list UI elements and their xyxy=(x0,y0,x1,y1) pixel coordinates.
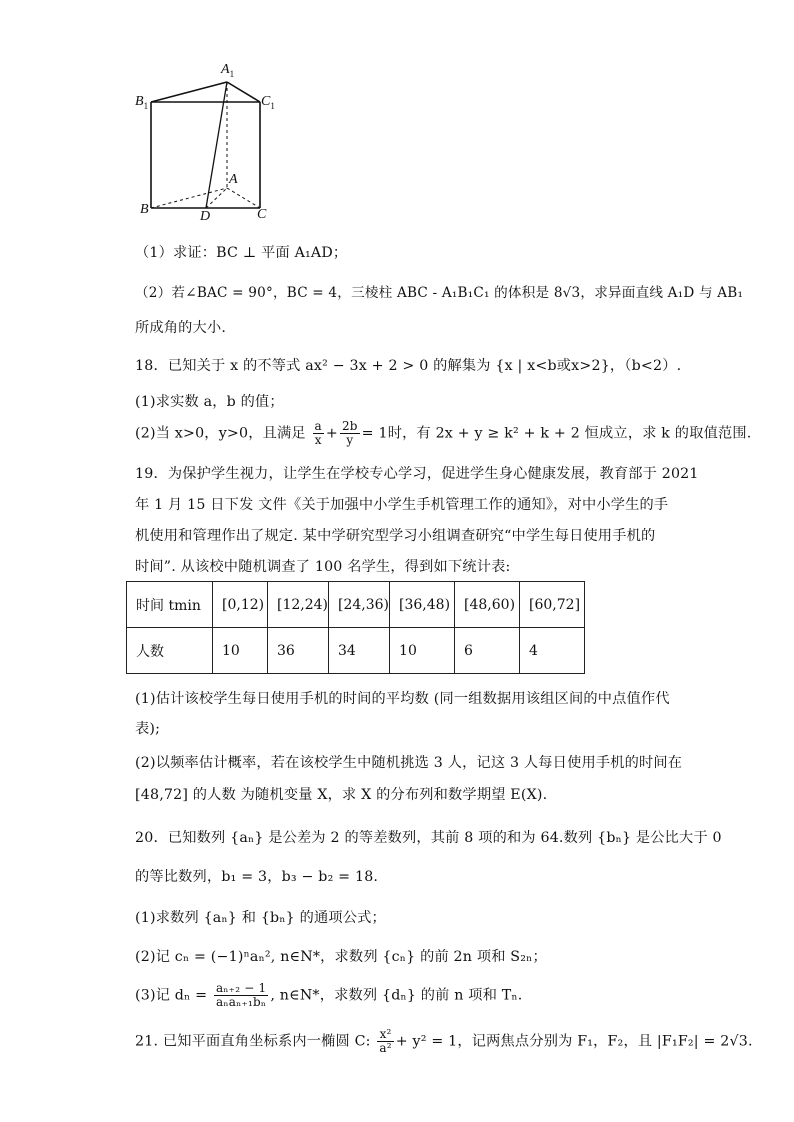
q19-line2: 年 1 月 15 日下发 文件《关于加强中小学生手机管理工作的通知》，对中小学生的手 xyxy=(135,497,669,513)
q19-line1: 19．为保护学生视力，让学生在学校专心学习，促进学生身心健康发展，教育部于 2021 xyxy=(135,466,699,482)
q20-line1: 20．已知数列 {aₙ} 是公差为 2 的等差数列，其前 8 项的和为 64.数列 {bₙ} 是公比大于 0 xyxy=(135,830,722,846)
phone-usage-table xyxy=(126,581,585,674)
fraction-a-over-x: $\frac{a}{x}$ xyxy=(314,419,322,447)
fraction-2b-over-y: $\frac{2b}{y}$ xyxy=(341,419,358,447)
table-cell: 10 xyxy=(213,628,268,674)
label-b: B xyxy=(140,202,149,217)
table-row-header xyxy=(127,582,585,628)
table-cell: 36 xyxy=(268,628,329,674)
q20-line2: 的等比数列，b₁ = 3，b₃ − b₂ = 18. xyxy=(135,869,379,885)
table-cell: 10 xyxy=(390,628,455,674)
table-cell: [36,48) xyxy=(390,582,455,628)
table-cell: [0,12) xyxy=(213,582,268,628)
q19-part2-line2: [48,72] 的人数 为随机变量 X，求 X 的分布列和数学期望 E(X). xyxy=(135,787,548,803)
q17-part2-line1: （2）若∠BAC = 90°，BC = 4，三棱柱 ABC - A₁B₁C₁ 的体积是 8√3，求异面直线 A₁D 与 AB₁ xyxy=(135,285,744,301)
label-a1: $A_1$ xyxy=(221,62,235,79)
prism-figure xyxy=(128,58,288,228)
table-cell: [48,60) xyxy=(455,582,520,628)
q21-stem: 21. 已知平面直角坐标系内一椭圆 C: $\frac{\text{x²}}{\text{a²}}$ + y² = 1，记两焦点分别为 F₁，F₂，且 |F₁F₂| = 2√3. xyxy=(135,1027,753,1055)
label-c: C xyxy=(257,207,267,222)
q18-part2: (2)当 x>0，y>0，且满足 $\frac{a}{x}$ + $\frac{2b}{y}$ = 1时，有 2x + y ≥ k² + k + 2 恒成立，求 k 的取值范围. xyxy=(135,419,752,447)
q20-part1: (1)求数列 {aₙ} 和 {bₙ} 的通项公式； xyxy=(135,910,386,926)
segment-a1-d xyxy=(206,82,227,208)
q20-part3: (3)记 dₙ = $\frac{\text{aₙ₊₂ − 1}}{\text{aₙaₙ₊₁bₙ}}$ , n∈N*，求数列 {dₙ} 的前 n 项和 Tₙ. xyxy=(135,981,523,1009)
table-cell: [12,24) xyxy=(268,582,329,628)
edge-b-a xyxy=(151,188,227,208)
table-cell: 4 xyxy=(520,628,585,674)
q18-stem: 18．已知关于 x 的不等式 ax² − 3x + 2 > 0 的解集为 {x | x<b或x>2}，（b<2）. xyxy=(135,358,682,374)
edge-a1-c1 xyxy=(227,82,260,102)
prism-diagram xyxy=(128,58,288,228)
edge-b1-a1 xyxy=(151,82,227,102)
label-d: D xyxy=(200,209,211,224)
q19-part1-line2: 表); xyxy=(135,721,161,737)
q17-part1: （1）求证：BC ⊥ 平面 A₁AD； xyxy=(135,245,348,261)
q17-part2-line2: 所成角的大小. xyxy=(135,320,227,336)
table-row-counts xyxy=(127,628,585,674)
table-cell: [60,72] xyxy=(520,582,585,628)
label-b1: $B_1$ xyxy=(135,94,149,111)
q19-line3: 机使用和管理作出了规定. 某中学研究型学习小组调查研究“中学生每日使用手机的 xyxy=(135,528,656,544)
q20-part2: (2)记 cₙ = (−1)ⁿaₙ², n∈N*，求数列 {cₙ} 的前 2n 项和 S₂ₙ； xyxy=(135,949,547,965)
edge-a-c xyxy=(227,188,260,208)
table-cell: 时间 tmin xyxy=(127,582,213,628)
label-c1: $C_1$ xyxy=(261,94,275,111)
fraction-dn: $\frac{\text{aₙ₊₂ − 1}}{\text{aₙaₙ₊₁bₙ}}$ xyxy=(215,981,267,1009)
q19-part1-line1: (1)估计该校学生每日使用手机的时间的平均数 (同一组数据用该组区间的中点值作代 xyxy=(135,691,670,707)
table-cell: 人数 xyxy=(127,628,213,674)
fraction-x2-over-a2: $\frac{\text{x²}}{\text{a²}}$ xyxy=(379,1027,392,1055)
table-cell: 6 xyxy=(455,628,520,674)
q19-line4: 时间”. 从该校中随机调查了 100 名学生，得到如下统计表: xyxy=(135,559,511,575)
q18-part1: (1)求实数 a，b 的值； xyxy=(135,394,284,410)
q19-part2-line1: (2)以频率估计概率，若在该校学生中随机挑选 3 人，记这 3 人每日使用手机的时间在 xyxy=(135,755,683,771)
table-cell: [24,36) xyxy=(329,582,390,628)
table-cell: 34 xyxy=(329,628,390,674)
label-a: A xyxy=(229,172,238,187)
